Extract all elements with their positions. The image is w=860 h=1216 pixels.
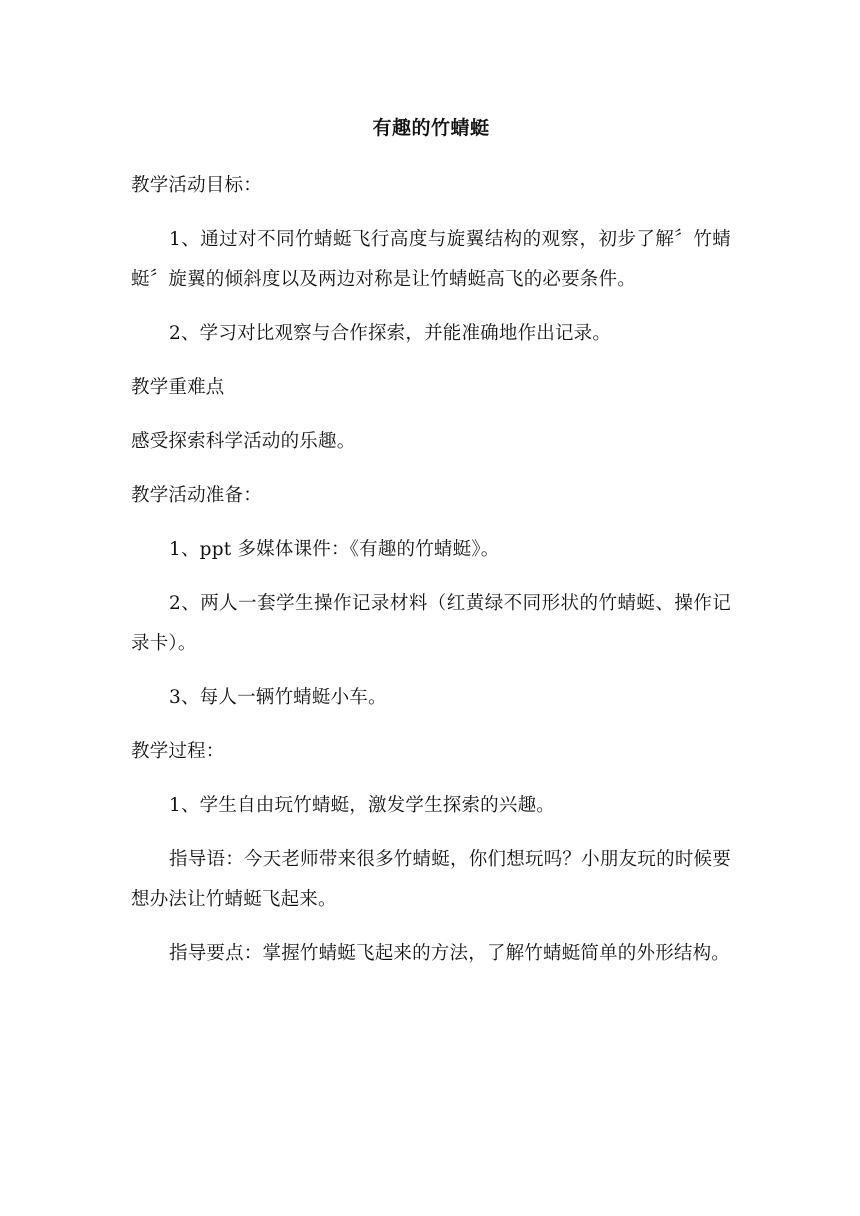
guidance-speech: 指导语：今天老师带来很多竹蜻蜓，你们想玩吗？小朋友玩的时候要想办法让竹蜻蜓飞起来。: [131, 849, 731, 910]
heading-preparation: 教学活动准备：: [131, 485, 262, 506]
document-body: [131, 112, 731, 988]
heading-objectives: 教学活动目标：: [131, 175, 262, 196]
heading-process: 教学过程：: [131, 741, 225, 762]
heading-key-difficulties: 教学重难点: [131, 377, 225, 398]
objective-2: 2、学习对比观察与合作探索，并能准确地作出记录。: [169, 323, 612, 344]
guidance-points: 指导要点：掌握竹蜻蜓飞起来的方法，了解竹蜻蜓简单的外形结构。: [169, 943, 731, 964]
process-step-1: 1、学生自由玩竹蜻蜓，激发学生探索的兴趣。: [169, 795, 555, 816]
document-title: 有趣的竹蜻蜓: [372, 117, 490, 139]
objective-1: 1、通过对不同竹蜻蜓飞行高度与旋翼结构的观察，初步了解〞竹蜻蜓〞旋翼的倾斜度以及两边对称是让竹蜻蜓高飞的必要条件。: [131, 229, 731, 290]
preparation-1: 1、ppt 多媒体课件：《有趣的竹蜻蜓》。: [169, 539, 500, 560]
preparation-2: 2、两人一套学生操作记录材料（红黄绿不同形状的竹蜻蜓、操作记录卡）。: [131, 593, 731, 654]
preparation-3: 3、每人一辆竹蜻蜓小车。: [169, 687, 387, 708]
key-difficulty-text: 感受探索科学活动的乐趣。: [131, 431, 356, 452]
